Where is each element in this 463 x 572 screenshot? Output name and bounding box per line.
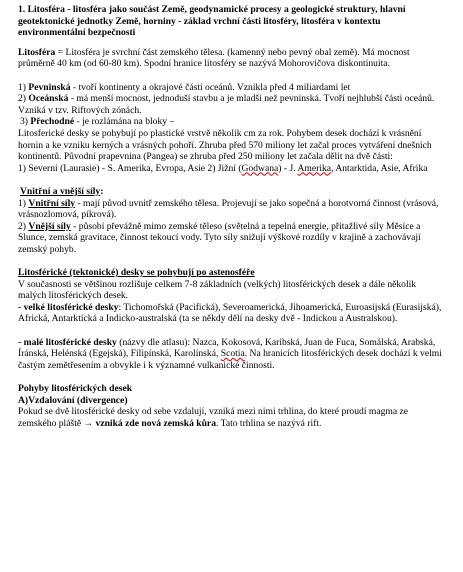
crust-text-transitional: - je rozlámána na bloky – [74,116,175,128]
definition-text: = Litosféra je svrchní část zemského tělesa. (kamenný nebo pevný obal země). Má mocnost průměrně 40 km (od 60-80 km). Spodní hranice litosféry se nazývá Mohorovičova diskontinuita. [18,46,410,70]
large-plates-label: - velké litosférické desky [18,301,119,313]
pangea-gondwana: Godwana [241,162,279,174]
small-plates-text: (názvy dle atlasu): Nazca, Kokosová, Karibská, Juan de Fuca, Somálská, Arabská, Íránská, Helénská (Egejská), Filipínská, Karolínská, [18,336,436,360]
small-plates [18,337,446,372]
list-number: 2) [18,93,29,105]
outer-forces-term: Vnější síly [28,220,71,232]
forces-title [18,186,446,198]
inner-forces [18,198,446,221]
crust-type-transitional [18,116,446,128]
crust-term-oceanic: Oceánská [28,93,69,105]
list-number: 3) [20,116,31,128]
divergence-text-end: . Tato trhlina se nazývá rift. [216,417,322,429]
list-number: 1) [18,197,29,209]
spacer [18,325,446,337]
list-number: 2) [18,220,29,232]
pangea-parts [18,163,446,175]
list-number: 1) [18,81,29,93]
large-plates-text: : Tichomořská (Pacifická), Severoamerická, Jihoamerická, Euroasijská (Eurasijská), Africká, Antarktická a Indicko-australská (ta se někdy dělí na desky dvě - Indickou a Australskou). [18,301,442,325]
pangea-north: 1) Severní (Laurasie) - S. Amerika, Evropa, Asie 2) Jižní ( [18,162,242,174]
large-plates [18,302,446,325]
tectonic-intro: V současnosti se většinou rozlišuje celkem 7-8 základních (velkých) litosférických desek a dále několik malých litosférických desek. [18,278,417,302]
movements-subtitle: A)Vzdalování (divergence) [18,394,128,406]
crust-text-continental: - tvoří kontinenty a okrajové části oceánů. Vznikla před 4 miliardami let [70,81,351,93]
small-plates-text-end: . Na hranicích litosférických desek dochází k velmi častým zemětřesením a obvykle i k významné vulkanické činnosti. [18,348,442,371]
spacer [18,255,446,267]
movements-title: Pohyby litosférických desek [18,383,133,394]
spacer [18,39,446,47]
small-plates-scotia: Scotia [220,348,245,360]
outer-forces-text: - působí převážně mimo zemské těleso (světelná a tepelná energie, přitažlivé síly Měsíce a Slunce, zemská gravitace, činnost tekoucí vody. Tyto síly snižují výškové rozdíly v krajině a zachovávají zemský pohyb. [18,220,421,255]
tectonic-title: Litosférické (tektonické) desky se pohybují po astenosféře [18,267,255,279]
plates-paragraph: Litosferické desky se pohybují po plastické vrstvě několik cm za rok. Pohybem desek dochází k vrásnění hornin a ke vzniku kerných a vrásných pohoří. Zhruba před 570 miliony let začal proces vytváření dnešních kontinentů. Původní prapevnina (Pangea) se zhruba před 250 miliony let začala dělit na dvě části: [18,127,432,163]
crust-term-transitional: Přechodné [30,116,75,128]
spacer [18,70,446,82]
definition-term: Litosféra [18,46,56,58]
crust-text-oceanic: - má menší mocnost, jednoduší stavbu a je mladší než pevninská. Tvoří nejhlubší části oceánů. Vzniká v tzv. Riftových zónách. [18,93,435,116]
crust-type-continental [18,82,446,94]
inner-forces-text: - mají původ uvnitř zemského tělesa. Projevují se jako sopečná a horotvorná činnost (vrásová, vrásnozlomová, píkrová). [18,197,439,221]
litosfera-definition [18,47,446,70]
divergence-text [18,406,446,429]
crust-type-oceanic [18,93,446,116]
spacer [18,174,446,186]
divergence-text-bold: vzniká zde nová zemská kůra [95,417,216,429]
spacer [18,371,446,383]
pangea-end: , Antarktida, Asie, Afrika [331,162,428,174]
forces-title-colon: : [100,185,104,197]
forces-title-text: Vnitřní a vnější síly [20,185,101,197]
crust-term-continental: Pevninská [28,81,71,93]
divergence-text-start: Pokud se dvě litosférické desky od sebe vzdalují, vzniká mezi nimi trhlina, do které proudí magma ze zemského pláště → [18,406,409,429]
outer-forces [18,221,446,256]
document-heading: 1. Litosféra - litosféra jako součást Země, geodynamické procesy a geologické struktury, hlavní geotektonické jednotky Země, horniny - základ vrchní části litosféry, litosféra v kontextu environmentální bezpečnosti [18,4,406,39]
inner-forces-term: Vnitřní síly [28,197,76,209]
small-plates-label: - malé litosférické desky [18,336,117,348]
pangea-mid: ) - J. [278,162,298,174]
pangea-amerika: Amerika [297,162,332,174]
